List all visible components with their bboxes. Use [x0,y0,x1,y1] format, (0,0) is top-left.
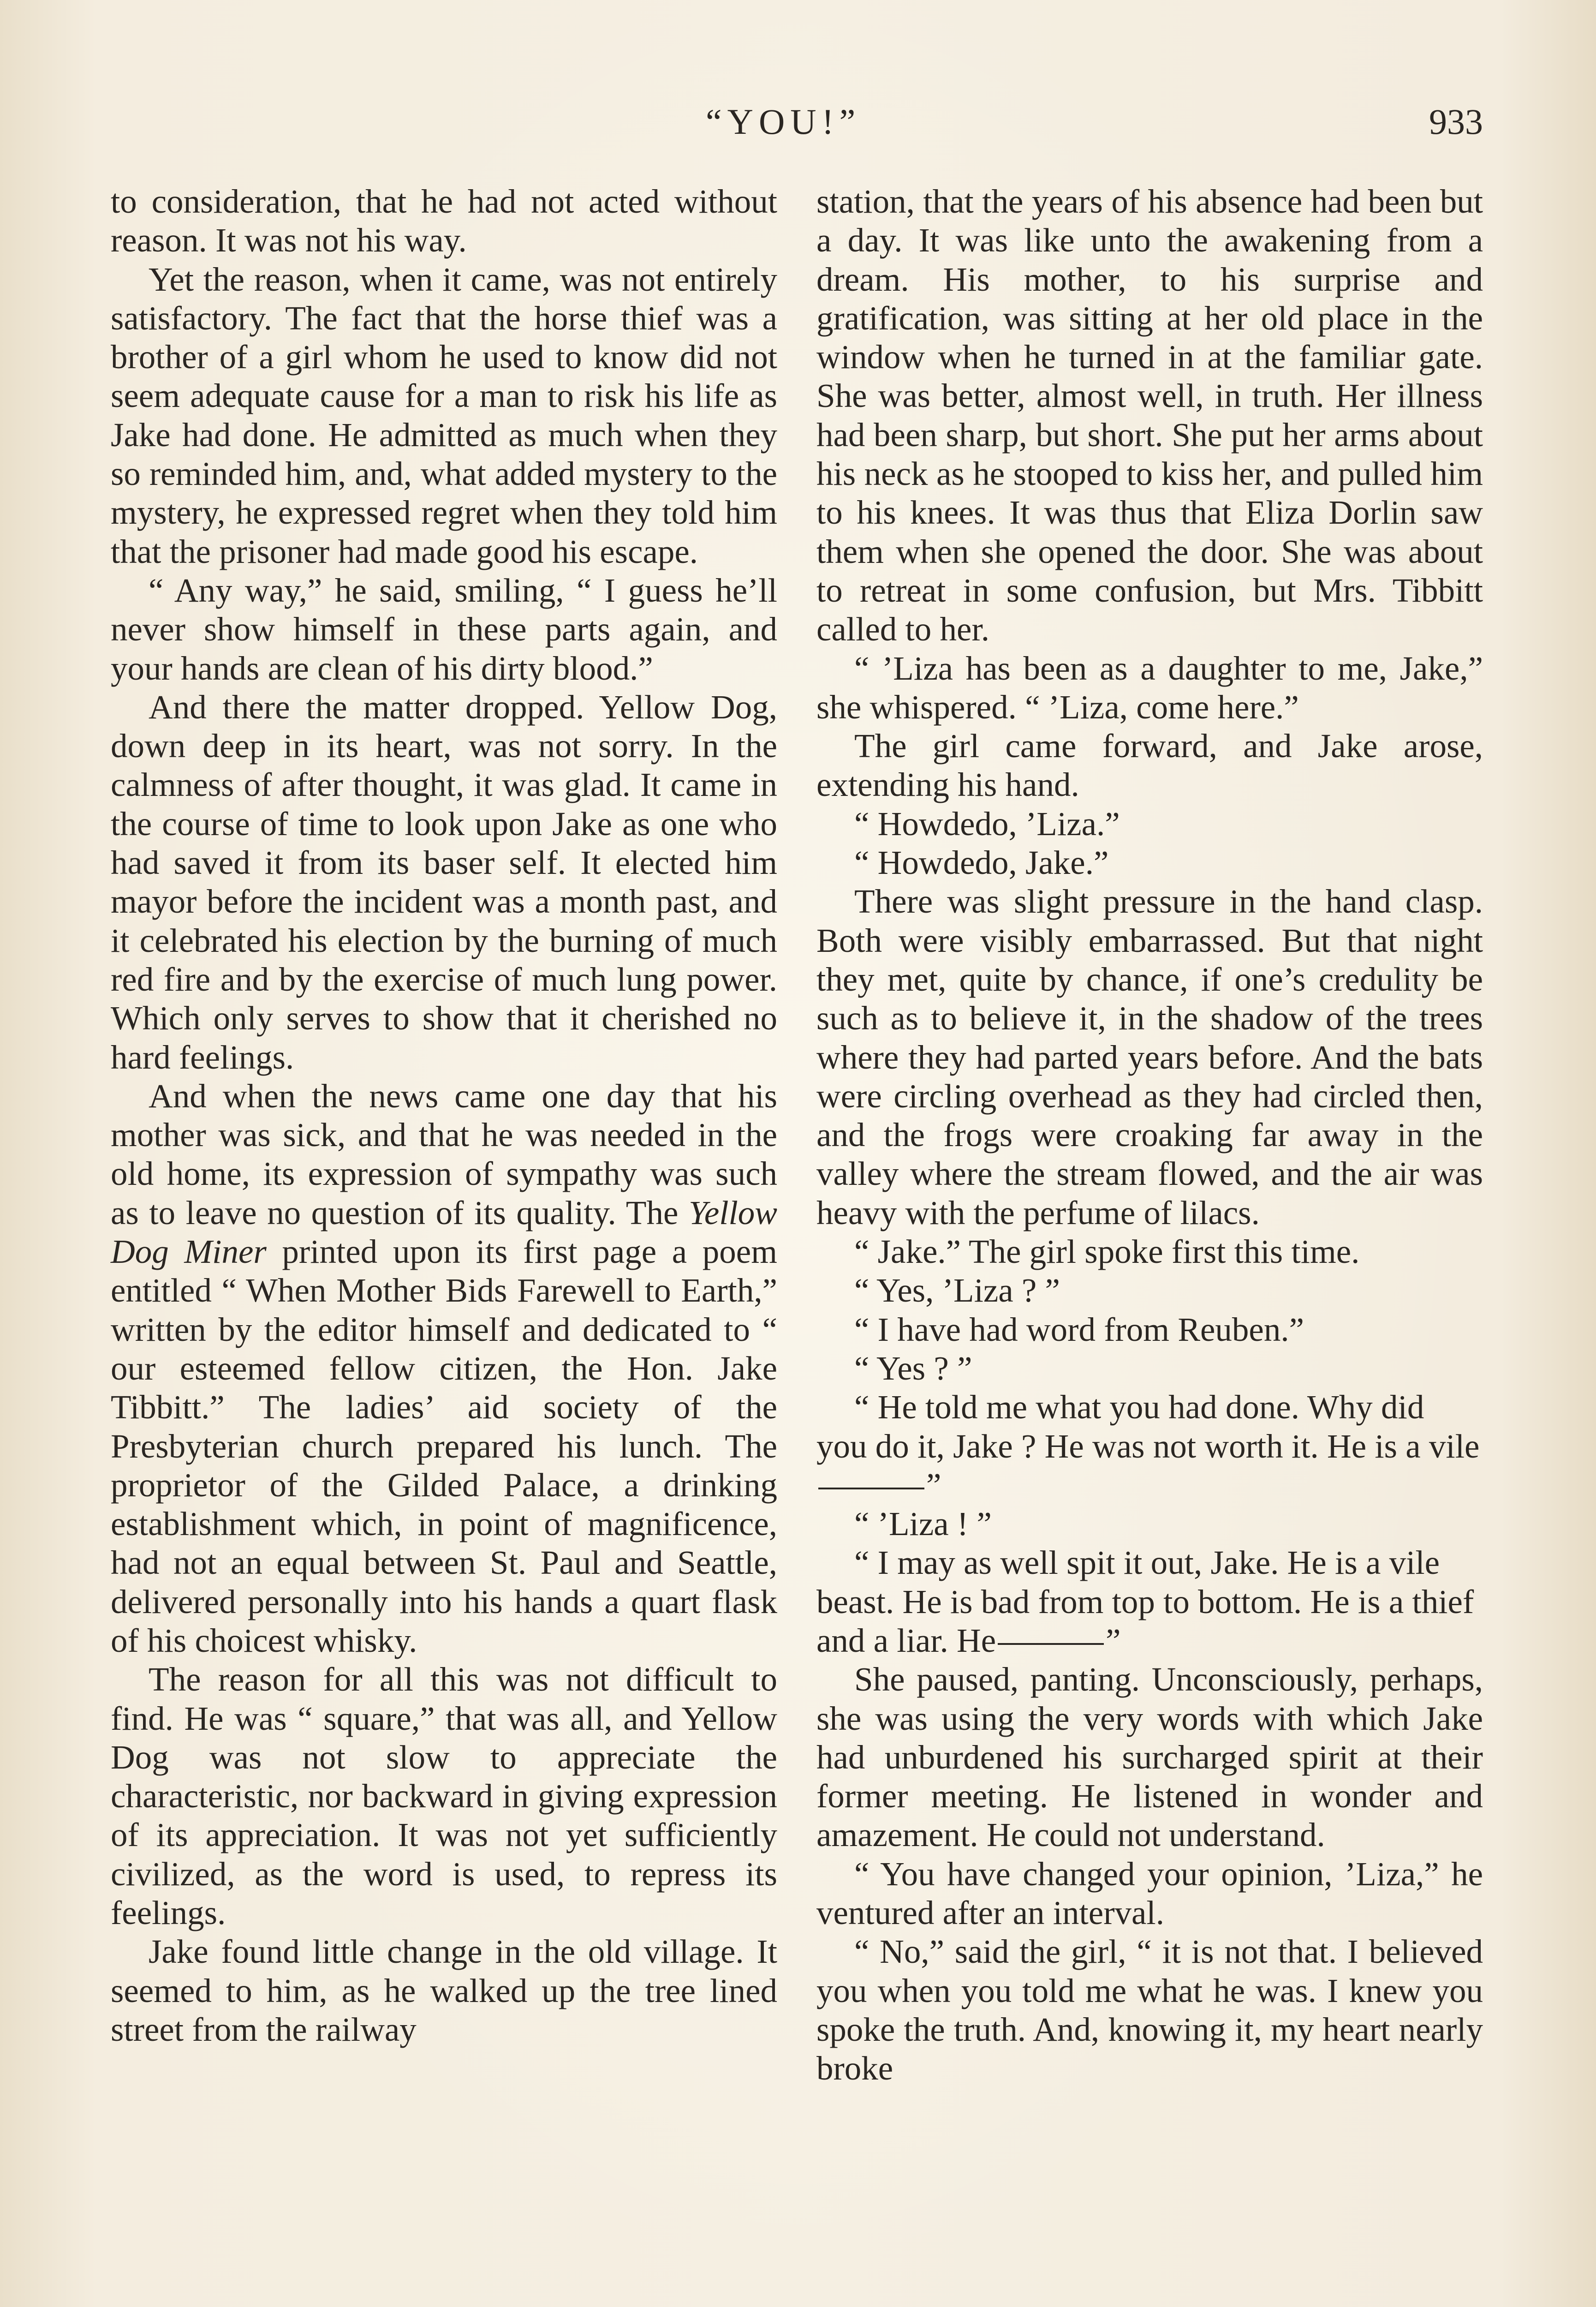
paragraph-text: “ I may as well spit it out, Jake. He is a vile beast. He is bad from top to bottom. He is a thief and a liar. He [816,1544,1474,1659]
paragraph-text: And when the news came one day that his mother was sick, and that he was needed in the old home, its expression of sympathy was such as to leave no question of its quality. The [111,1077,777,1231]
page-number: 933 [1429,102,1483,142]
running-head [0,95,1596,150]
paragraph: station, that the years of his absence had been but a day. It was like unto the awakening from a dream. His mother, to his surprise and gratification, was sitting at her old place in the window when he turned in at the familiar gate. She was better, almost well, in truth. Her illness had been sharp, but short. She put her arms about his neck as he stooped to kiss her, and pulled him to his knees. It was thus that Eliza Dorlin saw them when she opened the door. She was about to retreat in some confusion, but Mrs. Tibbitt called to her. [816,183,1483,648]
newspaper-title: Yellow Dog Miner [111,1194,777,1271]
paragraph: “ You have changed your opinion, ’Liza,” he ventured after an interval. [816,1855,1483,1932]
closing-quote: ” [1106,1621,1121,1659]
paragraph: She paused, panting. Unconsciously, perhaps, she was using the very words with which Jake had unburdened his surcharged spirit at their former meeting. He listened in wonder and amazement. He could not understand. [816,1661,1483,1854]
paragraph: “ Jake.” The girl spoke first this time. [854,1233,1360,1271]
running-title: “YOU!” [706,102,861,142]
em-dash-rule [998,1643,1104,1645]
paragraph: “ No,” said the girl, “ it is not that. I believed you when you told me what he was. I knew you spoke the truth. And, knowing it, my heart nearly broke [816,1933,1483,2087]
paragraph: “ ’Liza has been as a daughter to me, Jake,” she whispered. “ ’Liza, come here.” [816,649,1483,726]
left-column [111,182,777,2049]
closing-quote: ” [926,1466,941,1504]
paragraph: “ Any way,” he said, smiling, “ I guess he’ll never show himself in these parts again, and your hands are clean of his dirty blood.” [111,571,777,687]
paragraph: The reason for all this was not difficult to find. He was “ square,” that was all, and Yellow Dog was not slow to appreciate the characteristic, nor backward in giving expression of its appreciation. It was not yet sufficiently civilized, as the word is used, to repress its feelings. [111,1661,777,1932]
right-column [816,182,1483,2088]
paragraph: to consideration, that he had not acted without reason. It was not his way. [111,183,777,259]
paragraph-text: printed upon its first page a poem entitled “ When Mother Bids Farewell to Earth,” written by the editor himself and dedicated to “ our esteemed fellow citizen, the Hon. Jake Tibbitt.” The ladies’ aid society of the Presbyterian church prepared his lunch. The proprietor of the Gilded Palace, a drinking establishment which, in point of magnificence, had not an equal between St. Paul and Seattle, delivered personally into his hands a quart flask of his choicest whisky. [111,1233,777,1659]
dialogue-line: “ Yes, ’Liza ? ” [854,1272,1060,1309]
paragraph [816,1388,1483,1505]
paragraph-text: “ He told me what you had done. Why did you do it, Jake ? He was not worth it. He is a vile [816,1388,1480,1465]
dialogue-line: “ Yes ? ” [854,1349,972,1387]
dialogue-line: “ ’Liza ! ” [854,1505,992,1543]
paragraph: Yet the reason, when it came, was not entirely satisfactory. The fact that the horse thief was a brother of a girl whom he used to know did not seem adequate cause for a man to risk his life as Jake had done. He admitted as much when they so reminded him, and, what added mystery to the mystery, he expressed regret when they told him that the prisoner had made good his escape. [111,260,777,570]
dialogue-line: “ Howdedo, Jake.” [854,844,1109,882]
paragraph: There was slight pressure in the hand clasp. Both were visibly embarrassed. But that night they met, quite by chance, if one’s credulity be such as to believe it, in the shadow of the trees where they had parted years before. And the bats were circling overhead as they had circled then, and the frogs were croaking far away in the valley where the stream flowed, and the air was heavy with the perfume of lilacs. [816,883,1483,1231]
paragraph: And there the matter dropped. Yellow Dog, down deep in its heart, was not sorry. In the calmness of after thought, it was glad. It came in the course of time to look upon Jake as one who had saved it from its baser self. It elected him mayor before the incident was a month past, and it celebrated his election by the burning of much red fire and by the exercise of much lung power. Which only serves to show that it cherished no hard feelings. [111,688,777,1076]
dialogue-line: “ Howdedo, ’Liza.” [854,805,1120,843]
paragraph: The girl came forward, and Jake arose, extending his hand. [816,727,1483,804]
em-dash-rule [818,1488,924,1489]
paragraph [111,1077,777,1660]
paragraph: Jake found little change in the old village. It seemed to him, as he walked up the tree lined street from the railway [111,1933,777,2048]
paragraph [816,1543,1483,1660]
dialogue-line: “ I have had word from Reuben.” [854,1310,1304,1348]
